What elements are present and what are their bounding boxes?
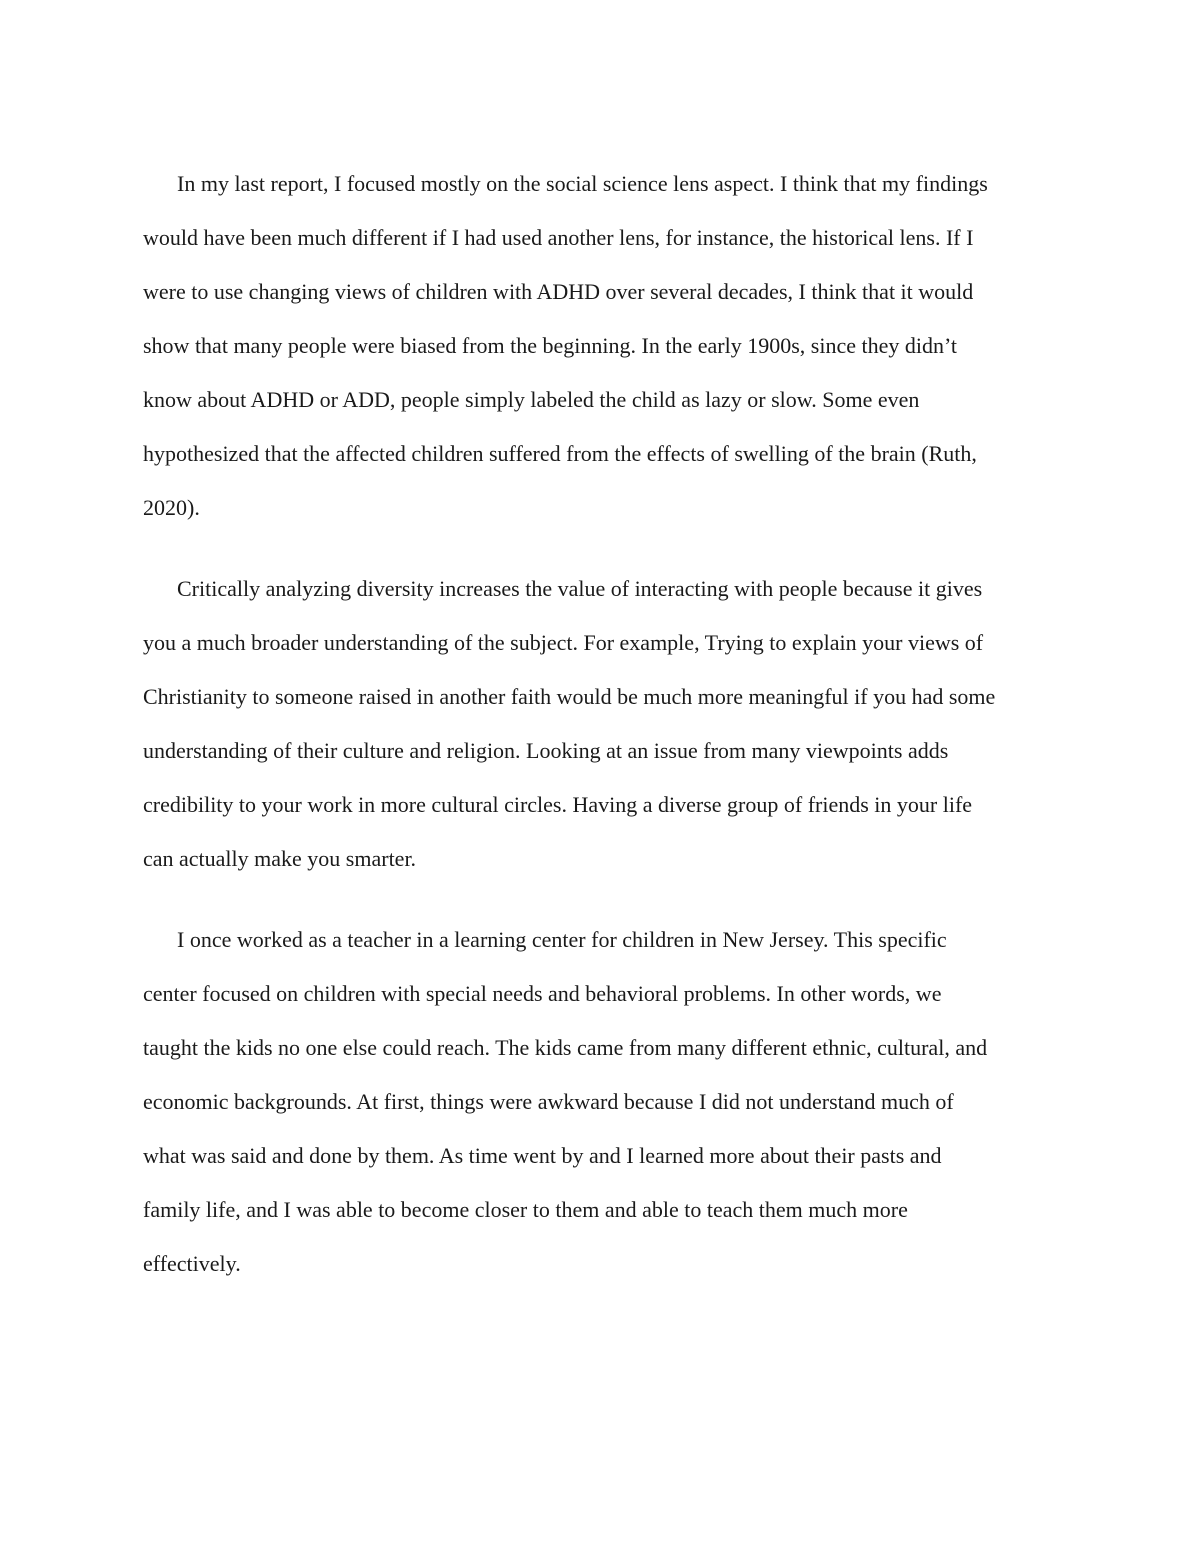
paragraph-line: effectively. (143, 1251, 241, 1276)
paragraph-line: family life, and I was able to become closer to them and able to teach them much more (143, 1197, 908, 1222)
paragraph-line: can actually make you smarter. (143, 846, 417, 871)
paragraph-line: I once worked as a teacher in a learning center for children in New Jersey. This specific (177, 927, 947, 952)
paragraph-line: hypothesized that the affected children suffered from the effects of swelling of the brain (Ruth, (143, 441, 977, 466)
paragraph-line: credibility to your work in more cultural circles. Having a diverse group of friends in your life (143, 792, 973, 817)
paragraph-line: show that many people were biased from the beginning. In the early 1900s, since they didn’t (143, 333, 957, 358)
paragraph-line: would have been much different if I had used another lens, for instance, the historical lens. If I (143, 225, 974, 250)
paragraph-2 (143, 562, 1059, 886)
paragraph-3 (143, 913, 1059, 1291)
paragraph-line: taught the kids no one else could reach. The kids came from many different ethnic, cultural, and (143, 1035, 988, 1060)
paragraph-line: what was said and done by them. As time went by and I learned more about their pasts and (143, 1143, 942, 1168)
paragraph-line: were to use changing views of children with ADHD over several decades, I think that it would (143, 279, 974, 304)
document-body (143, 157, 1059, 1291)
paragraph-line: know about ADHD or ADD, people simply labeled the child as lazy or slow. Some even (143, 387, 920, 412)
paragraph-line: economic backgrounds. At first, things were awkward because I did not understand much of (143, 1089, 954, 1114)
paragraph-line: In my last report, I focused mostly on the social science lens aspect. I think that my findings (177, 171, 988, 196)
paragraph-line: you a much broader understanding of the subject. For example, Trying to explain your views of (143, 630, 984, 655)
paragraph-1 (143, 157, 1059, 535)
paragraph-line: Critically analyzing diversity increases the value of interacting with people because it gives (177, 576, 983, 601)
paragraph-line: 2020). (143, 495, 200, 520)
paragraph-line: center focused on children with special needs and behavioral problems. In other words, we (143, 981, 942, 1006)
paragraph-line: understanding of their culture and religion. Looking at an issue from many viewpoints adds (143, 738, 949, 763)
paragraph-line: Christianity to someone raised in another faith would be much more meaningful if you had some (143, 684, 996, 709)
